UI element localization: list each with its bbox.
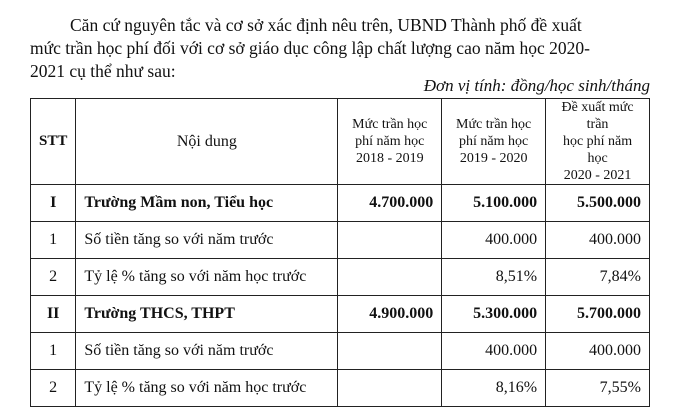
table-row — [31, 222, 650, 259]
row-value-2020-2021: 5.500.000 — [546, 185, 650, 222]
intro-line-2: mức trần học phí đối với cơ sở giáo dục công lập chất lượng cao năm học 2020- — [30, 38, 590, 58]
row-value-2020-2021: 7,55% — [546, 370, 650, 407]
row-content: Trường THCS, THPT — [76, 296, 338, 333]
row-stt: 1 — [31, 333, 76, 370]
row-value-2018-2019 — [338, 259, 442, 296]
row-value-2019-2020: 400.000 — [442, 333, 546, 370]
row-value-2019-2020: 8,16% — [442, 370, 546, 407]
table-row — [31, 333, 650, 370]
row-value-2019-2020: 400.000 — [442, 222, 546, 259]
header-2019-2020: Mức trần học phí năm học 2019 - 2020 — [442, 99, 546, 185]
row-content: Số tiền tăng so với năm trước — [76, 333, 338, 370]
table-header-row — [31, 99, 650, 185]
row-stt: 2 — [31, 259, 76, 296]
header-2018-2019: Mức trần học phí năm học 2018 - 2019 — [338, 99, 442, 185]
row-value-2020-2021: 400.000 — [546, 333, 650, 370]
unit-note: Đơn vị tính: đồng/học sinh/tháng — [423, 76, 650, 95]
header-content: Nội dung — [76, 99, 338, 185]
row-value-2020-2021: 7,84% — [546, 259, 650, 296]
row-stt: 2 — [31, 370, 76, 407]
row-stt: I — [31, 185, 76, 222]
row-value-2018-2019 — [338, 333, 442, 370]
row-value-2019-2020: 5.300.000 — [442, 296, 546, 333]
intro-line-3: 2021 cụ thể như sau: — [30, 61, 176, 81]
row-stt: 1 — [31, 222, 76, 259]
row-value-2018-2019: 4.900.000 — [338, 296, 442, 333]
row-value-2020-2021: 400.000 — [546, 222, 650, 259]
tuition-table — [30, 98, 650, 407]
row-content: Số tiền tăng so với năm trước — [76, 222, 338, 259]
header-stt: STT — [31, 99, 76, 185]
row-content: Tỷ lệ % tăng so với năm học trước — [76, 370, 338, 407]
row-value-2018-2019 — [338, 222, 442, 259]
table-row — [31, 296, 650, 333]
intro-paragraph — [30, 14, 652, 83]
row-stt: II — [31, 296, 76, 333]
row-content: Tỷ lệ % tăng so với năm học trước — [76, 259, 338, 296]
row-value-2018-2019: 4.700.000 — [338, 185, 442, 222]
table-row — [31, 259, 650, 296]
intro-line-1: Căn cứ nguyên tắc và cơ sở xác định nêu trên, UBND Thành phố đề xuất — [70, 15, 582, 35]
row-value-2019-2020: 5.100.000 — [442, 185, 546, 222]
row-value-2019-2020: 8,51% — [442, 259, 546, 296]
row-value-2020-2021: 5.700.000 — [546, 296, 650, 333]
table-row — [31, 185, 650, 222]
row-content: Trường Mầm non, Tiểu học — [76, 185, 338, 222]
header-2020-2021: Đề xuất mức trần học phí năm học 2020 - 2021 — [546, 99, 650, 185]
